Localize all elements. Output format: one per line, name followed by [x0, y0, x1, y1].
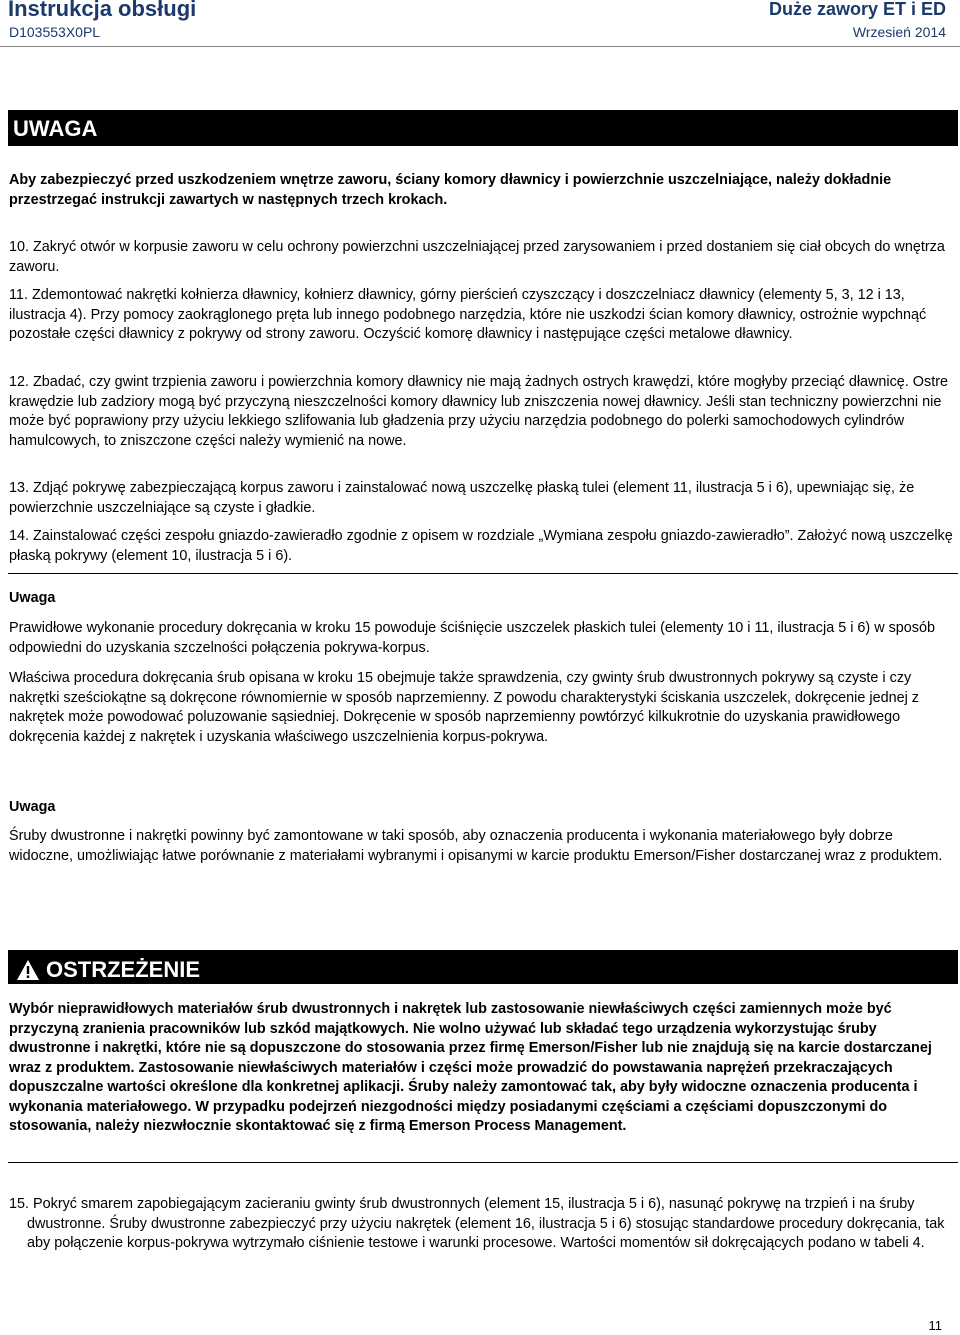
notice-bottom-rule	[8, 573, 958, 574]
document-date: Wrzesień 2014	[852, 24, 946, 40]
note-heading: Uwaga	[9, 799, 56, 815]
note-paragraph: Śruby dwustronne i nakrętki powinny być zamontowane w taki sposób, aby oznaczenia producenta i wykonania materiałowego były dobrze widoczne, umożliwiając łatwe porównanie z materiałami wybranymi i opisanymi w karcie produktu Emerson/Fisher dostarczanej wraz z produktem.	[9, 828, 943, 864]
step-text: Zakryć otwór w korpusie zaworu w celu ochrony powierzchni uszczelniającej przed zarysowaniem i przed dostaniem się ciał obcych do wnętrza zaworu.	[9, 239, 945, 275]
step-15	[9, 1195, 955, 1254]
note-heading: Uwaga	[9, 590, 56, 606]
step-number: 14.	[9, 528, 30, 544]
warning-banner	[8, 952, 958, 984]
step-text: Zainstalować części zespołu gniazdo-zawieradło zgodnie z opisem w rozdziale „Wymiana zespołu gniazdo-zawieradło”. Założyć nową uszczelkę płaską pokrywy (element 10, ilustracja 5 i 6).	[9, 528, 953, 564]
manual-title: Instrukcja obsługi	[8, 0, 197, 21]
step-text: Zdemontować nakrętki kołnierza dławnicy, kołnierz dławnicy, górny pierścień czyszczący i doszczelniacz dławnicy (elementy 5, 3, 12 i 13, ilustracja 4). Przy pomocy zaokrąglonego pręta lub innego podobnego narzędzia, które nie uszkodzi ścian komory dławnicy, ostrożnie wypchnąć pozostałe części dławnicy z pokrywy od strony zaworu. Oczyścić komorę dławnicy i następujące części metalowe dławnicy.	[9, 287, 927, 342]
page-number: 11	[928, 1318, 942, 1333]
page-header	[0, 0, 960, 50]
step-text: Zdjąć pokrywę zabezpieczającą korpus zaworu i zainstalować nową uszczelkę płaską tulei (element 11, ilustracja 5 i 6), upewniając się, że powierzchnie uszczelniające są czyste i gładkie.	[9, 480, 915, 516]
document-number: D103553X0PL	[9, 24, 101, 40]
step-10	[9, 238, 955, 277]
warning-text: Wybór nieprawidłowych materiałów śrub dwustronnych i nakrętek lub zastosowanie niewłaściwych części zamiennych może być przyczyną zranienia pracowników lub szkód majątkowych. Nie wolno używać lub składać tego urządzenia wykorzystując śruby dwustronne i nakrętki, które nie są dopuszczone do stosowania przez firmę Emerson/Fisher lub nie znajdują się na karcie dostarczanej wraz z produktem. Zastosowanie niewłaściwych materiałów i części może prowadzić do powstawania naprężeń przekraczających dopuszczalne wartości określone dla konkretnej aplikacji. Śruby należy zamontować tak, aby były widoczne oznaczenia producenta i wykonania materiałowego. W przypadku podejrzeń niezgodności między posiadanymi częściami a częściami dopuszczonymi do stosowania, należy niezwłocznie skontaktować się z firmą Emerson Process Management.	[9, 1001, 932, 1134]
warning-triangle-icon	[16, 959, 40, 981]
step-text: Zbadać, czy gwint trzpienia zaworu i powierzchnia komory dławnicy nie mają żadnych ostrych krawędzi, które mogłyby przeciąć dławnicę. Ostre krawędzie lub zadziory mogą być przyczyną nieszczelności komory dławnicy lub zniszczenia nowej dławnicy. Jeśli stan techniczny powierzchni nie może być poprawiony przy użyciu lekkiego szlifowania lub gładzenia przy użyciu narzędzia podobnego do polerki samochodowych cylindrów hamulcowych, to zniszczone części należy wymienić na nowe.	[9, 374, 948, 449]
notice-banner	[8, 112, 958, 146]
note-paragraph: Prawidłowe wykonanie procedury dokręcania w kroku 15 powoduje ściśnięcie uszczelek płaskich tulei (elementy 10 i 11, ilustracja 5 i 6) w sposób odpowiedni do uzyskania szczelności połączenia pokrywa-korpus.	[9, 620, 935, 656]
step-number: 12.	[9, 374, 30, 390]
product-title: Duże zawory ET i ED	[768, 0, 946, 19]
step-number: 10.	[9, 239, 30, 255]
step-13	[9, 479, 955, 518]
step-11	[9, 286, 955, 345]
step-text: Pokryć smarem zapobiegającym zacieraniu gwinty śrub dwustronnych (element 15, ilustracja 5 i 6), nasunąć pokrywę na trzpień i na śruby dwustronne. Śruby dwustronne zabezpieczyć przy użyciu nakrętek (element 16, ilustracja 5 i 6) stosując standardowe procedury dokręcania, tak aby połączenie korpus-pokrywa wytrzymało ciśnienie testowe i warunki procesowe. Wartości momentów sił dokręcających podano w tabeli 4.	[27, 1196, 945, 1251]
notice-intro: Aby zabezpieczyć przed uszkodzeniem wnętrze zaworu, ściany komory dławnicy i powierzchnie uszczelniające, należy dokładnie przestrzegać instrukcji zawartych w następnych trzech krokach.	[9, 172, 892, 208]
notice-label: UWAGA	[13, 116, 98, 141]
step-14	[9, 527, 955, 566]
warning-label: OSTRZEŻENIE	[46, 956, 201, 982]
step-12	[9, 373, 955, 451]
step-number: 15.	[9, 1196, 30, 1212]
warning-bottom-rule	[8, 1162, 958, 1163]
step-number: 11.	[9, 287, 28, 303]
note-paragraph: Właściwa procedura dokręcania śrub opisana w kroku 15 obejmuje także sprawdzenia, czy gwinty śrub dwustronnych pokrywy są czyste i czy nakrętki sześciokątne są dokręcone równomiernie w sposób naprzemienny. Z powodu charakterystyki ściskania uszczelek, dokręcenie jednej z nakrętek może powodować poluzowanie sąsiedniej. Dokręcenie w sposób naprzemienny powtórzyć kilkukrotnie do uzyskania prawidłowego dokręcenia każdej z nakrętek i uzyskania właściwego uszczelnienia korpus-pokrywa.	[9, 670, 919, 745]
step-number: 13.	[9, 480, 30, 496]
header-rule	[0, 46, 960, 47]
